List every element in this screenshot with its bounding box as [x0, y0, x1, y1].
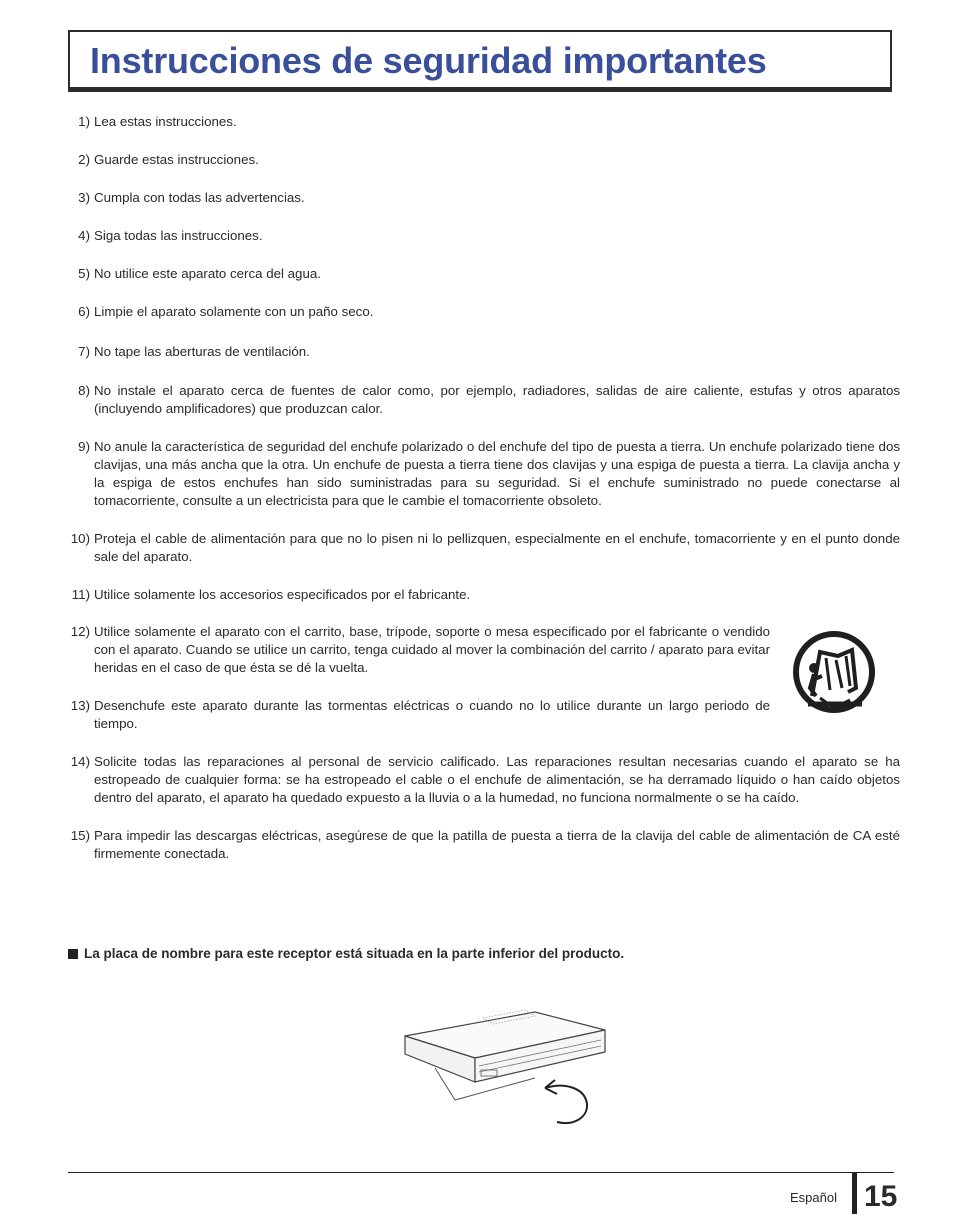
- list-item: [60, 151, 900, 169]
- list-item: [60, 530, 900, 566]
- item-text: Limpie el aparato solamente con un paño seco.: [94, 304, 374, 319]
- list-item: [60, 382, 900, 418]
- list-item: [60, 586, 900, 604]
- list-item: [60, 189, 900, 207]
- nameplate-notice: [68, 946, 624, 961]
- list-item: [60, 303, 900, 321]
- item-text: No anule la característica de seguridad del enchufe polarizado o del enchufe del tipo de puesta a tierra. Un enchufe polarizado tiene dos clavijas, una más ancha que la otra. Un enchufe de puesta a tierra tiene dos clavijas y una espiga de puesta a tierra. La clavija ancha y la espiga de estos enchufes han sido suministradas para su seguridad. Si el enchufe suministrado no puede conectarse al tomacorriente, consulte a un electricista para que le cambie el tomacorriente obsoleto.: [94, 439, 900, 508]
- item-number: 12): [70, 624, 90, 639]
- list-item: [60, 113, 900, 131]
- safety-instructions-list: [60, 113, 900, 863]
- footer-language: Español: [790, 1190, 837, 1205]
- item-text: No instale el aparato cerca de fuentes de calor como, por ejemplo, radiadores, salidas de aire caliente, estufas y otros aparatos (incluyendo amplificadores) que produzcan calor.: [94, 383, 900, 416]
- list-item: [60, 697, 770, 733]
- item-number: 5): [78, 266, 90, 281]
- item-number: 1): [78, 114, 90, 129]
- footer-bar: [852, 1172, 857, 1214]
- item-text: Proteja el cable de alimentación para que no lo pisen ni lo pellizquen, especialmente en el enchufe, tomacorriente y en el punto donde sale del aparato.: [94, 531, 900, 564]
- item-number: 14): [70, 754, 90, 769]
- title-box: [68, 30, 892, 92]
- item-number: 8): [78, 383, 90, 398]
- receiver-bottom-illustration: [395, 1008, 615, 1143]
- item-text: Siga todas las instrucciones.: [94, 228, 263, 243]
- item-text: Utilice solamente el aparato con el carrito, base, trípode, soporte o mesa especificado por el fabricante o vendido con el aparato. Cuando se utilice un carrito, tenga cuidado al mover la combinación del carrito / aparato para evitar heridas en el caso de que ésta se dé la vuelta.: [94, 624, 770, 675]
- item-number: 11): [71, 587, 90, 602]
- item-number: 9): [78, 439, 90, 454]
- item-number: 3): [78, 190, 90, 205]
- notice-text: La placa de nombre para este receptor está situada en la parte inferior del producto.: [84, 946, 625, 961]
- item-number: 13): [70, 698, 90, 713]
- list-item: [60, 623, 770, 677]
- item-text: Utilice solamente los accesorios especificados por el fabricante.: [94, 587, 471, 602]
- page-title: Instrucciones de seguridad importantes: [90, 40, 767, 81]
- item-text: Para impedir las descargas eléctricas, asegúrese de que la patilla de puesta a tierra de la clavija del cable de alimentación de CA esté firmemente conectada.: [94, 828, 900, 861]
- item-text: Guarde estas instrucciones.: [94, 152, 259, 167]
- item-text: Solicite todas las reparaciones al personal de servicio calificado. Las reparaciones resultan necesarias cuando el aparato se ha estropeado de cualquier forma: se ha estropeado el cable o el enchufe de alimentación, se ha derramado líquido o han caído objetos dentro del aparato, el aparato ha quedado expuesto a la lluvia o a la humedad, no funciona normalmente o se ha caído.: [94, 754, 900, 805]
- item-number: 7): [78, 344, 90, 359]
- cart-warning-icon: [790, 630, 878, 714]
- list-item: [60, 265, 900, 283]
- title-underline: [70, 87, 890, 90]
- item-number: 4): [78, 228, 90, 243]
- list-item: [60, 753, 900, 807]
- list-item: [60, 343, 900, 361]
- list-item: [60, 827, 900, 863]
- item-number: 10): [70, 531, 90, 546]
- page-number: 15: [864, 1180, 898, 1213]
- item-number: 2): [78, 152, 90, 167]
- item-text: No utilice este aparato cerca del agua.: [94, 266, 321, 281]
- item-text: Desenchufe este aparato durante las tormentas eléctricas o cuando no lo utilice durante un largo periodo de tiempo.: [94, 698, 770, 731]
- item-number: 15): [70, 828, 90, 843]
- list-item: [60, 438, 900, 510]
- item-text: No tape las aberturas de ventilación.: [94, 344, 310, 359]
- list-item: [60, 227, 900, 245]
- item-number: 6): [78, 304, 90, 319]
- item-text: Cumpla con todas las advertencias.: [94, 190, 305, 205]
- item-text: Lea estas instrucciones.: [94, 114, 237, 129]
- bullet-square-icon: [68, 949, 78, 959]
- footer-rule: [68, 1172, 894, 1173]
